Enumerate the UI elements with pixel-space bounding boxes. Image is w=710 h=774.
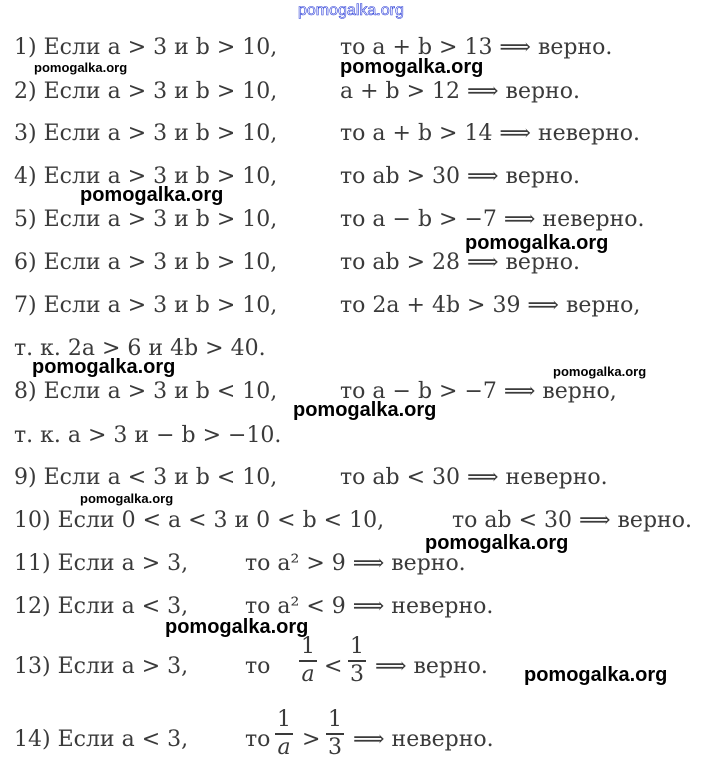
item-13-to: то	[245, 654, 271, 679]
item-2-result: a + b > 12 ⟹ верно.	[340, 79, 580, 104]
watermark: pomogalka.org	[465, 232, 609, 254]
item-5-result: то a − b > −7 ⟹ неверно.	[340, 207, 645, 232]
item-7-result: то 2a + 4b > 39 ⟹ верно,	[340, 293, 641, 318]
item-1-result: то a + b > 13 ⟹ верно.	[340, 35, 613, 60]
watermark: pomogalka.org	[293, 399, 437, 421]
item-13-condition: 13) Если a > 3,	[14, 654, 189, 679]
item-2-condition: 2) Если a > 3 и b > 10,	[14, 79, 278, 104]
fraction-denominator: a	[301, 661, 315, 687]
watermark: pomogalka.org	[340, 56, 484, 78]
watermark: pomogalka.org	[80, 184, 224, 206]
item-9-condition: 9) Если a < 3 и b < 10,	[14, 465, 278, 490]
item-6-condition: 6) Если a > 3 и b > 10,	[14, 250, 278, 275]
fraction-numerator: 1	[277, 707, 291, 732]
item-14-operator: >	[302, 727, 321, 752]
item-13-fraction-2	[348, 634, 366, 688]
item-1-condition: 1) Если a > 3 и b > 10,	[14, 35, 278, 60]
item-13-fraction-1	[299, 634, 317, 688]
watermark: pomogalka.org	[34, 60, 128, 75]
item-8-explanation: т. к. a > 3 и − b > −10.	[14, 423, 282, 448]
watermark: pomogalka.org	[32, 356, 176, 378]
item-5-condition: 5) Если a > 3 и b > 10,	[14, 207, 278, 232]
item-14-fraction-1	[275, 707, 293, 761]
item-12-result: то a² < 9 ⟹ неверно.	[245, 594, 494, 619]
item-4-condition: 4) Если a > 3 и b > 10,	[14, 164, 278, 189]
item-7-condition: 7) Если a > 3 и b > 10,	[14, 293, 278, 318]
item-3-result: то a + b > 14 ⟹ неверно.	[340, 121, 641, 146]
item-4-result: то ab > 30 ⟹ верно.	[340, 164, 580, 189]
item-10-condition: 10) Если 0 < a < 3 и 0 < b < 10,	[14, 508, 385, 533]
item-13-operator: <	[324, 654, 343, 679]
item-12-condition: 12) Если a < 3,	[14, 594, 189, 619]
watermark: pomogalka.org	[165, 616, 309, 638]
fraction-numerator: 1	[301, 634, 315, 659]
fraction-numerator: 1	[350, 634, 364, 659]
fraction-denominator: 3	[328, 734, 342, 760]
watermark: pomogalka.org	[553, 364, 647, 379]
item-14-to: то	[245, 727, 271, 752]
item-11-condition: 11) Если a > 3,	[14, 551, 189, 576]
item-8-condition: 8) Если a > 3 и b < 10,	[14, 379, 278, 404]
fraction-numerator: 1	[328, 707, 342, 732]
item-14-fraction-2	[326, 707, 344, 761]
item-13-result: ⟹ верно.	[375, 654, 488, 679]
fraction-denominator: a	[277, 734, 291, 760]
item-7-explanation: т. к. 2a > 6 и 4b > 40.	[14, 336, 266, 361]
item-11-result: то a² > 9 ⟹ верно.	[245, 551, 466, 576]
watermark-top: pomogalka.org	[298, 2, 404, 19]
item-8-result: то a − b > −7 ⟹ верно,	[340, 379, 617, 404]
watermark: pomogalka.org	[524, 664, 668, 686]
watermark: pomogalka.org	[80, 491, 174, 506]
fraction-denominator: 3	[350, 661, 364, 687]
watermark: pomogalka.org	[425, 532, 569, 554]
item-10-result: то ab < 30 ⟹ верно.	[452, 508, 692, 533]
item-14-result: ⟹ неверно.	[353, 727, 494, 752]
item-14-condition: 14) Если a < 3,	[14, 727, 189, 752]
item-3-condition: 3) Если a > 3 и b > 10,	[14, 121, 278, 146]
item-9-result: то ab < 30 ⟹ неверно.	[340, 465, 608, 490]
item-6-result: то ab > 28 ⟹ верно.	[340, 250, 580, 275]
